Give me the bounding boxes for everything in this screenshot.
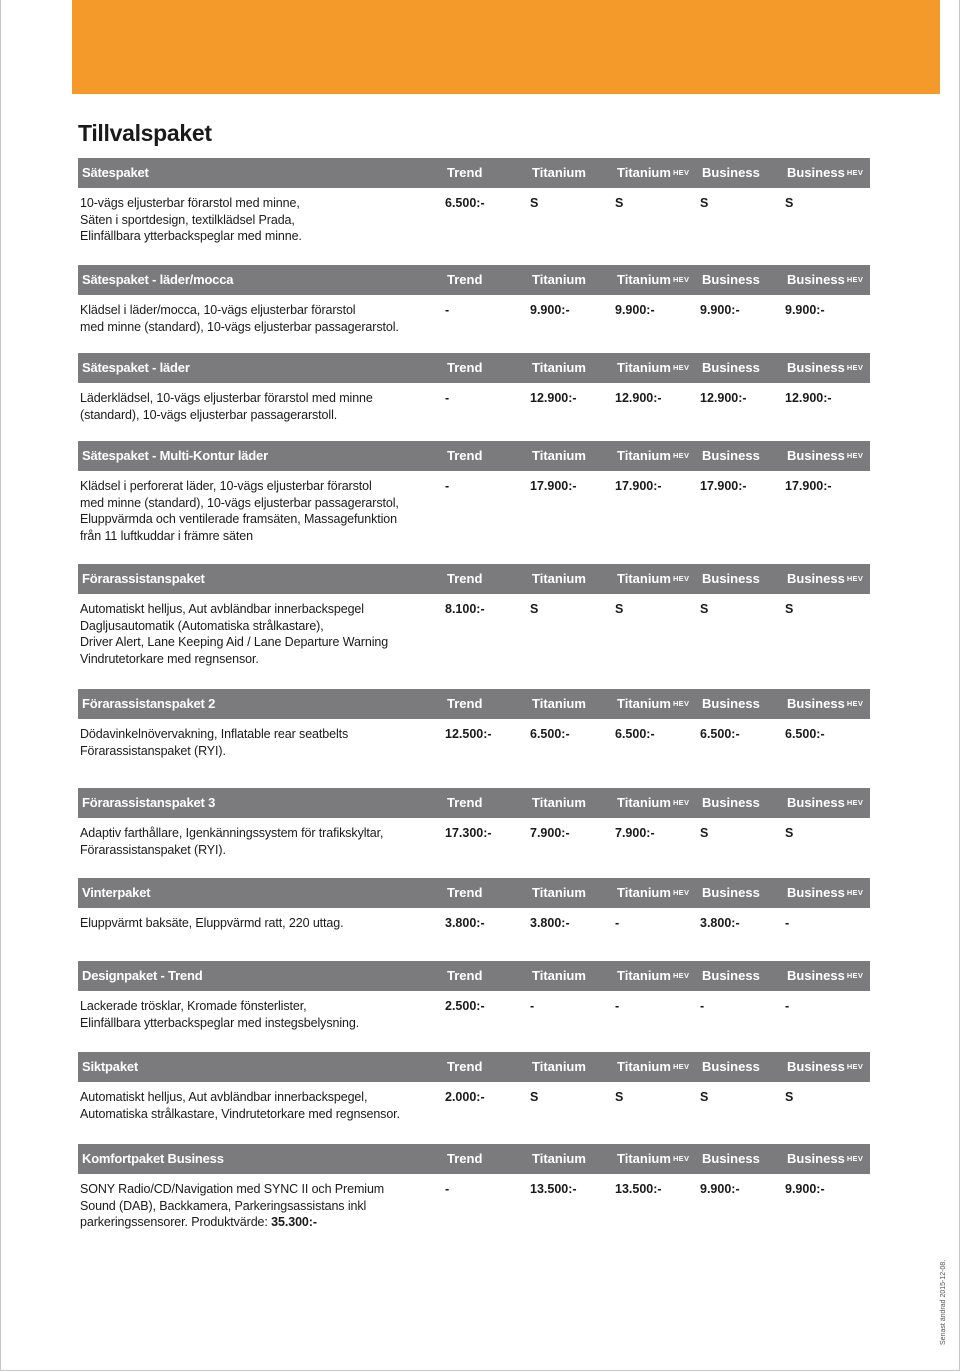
column-label: Titanium bbox=[617, 696, 671, 711]
column-label: Titanium bbox=[532, 448, 586, 463]
hev-badge: HEV bbox=[846, 798, 864, 807]
price-cell: 9.900:- bbox=[615, 303, 655, 317]
package-name: Sätespaket - Multi-Kontur läder bbox=[82, 448, 268, 463]
package-section bbox=[78, 441, 870, 544]
column-label: Titanium bbox=[617, 968, 671, 983]
column-header bbox=[532, 564, 586, 594]
price-cell: - bbox=[445, 479, 450, 493]
package-section bbox=[78, 788, 870, 858]
package-description bbox=[80, 195, 432, 245]
column-label: Business bbox=[787, 571, 845, 586]
column-label: Titanium bbox=[532, 571, 586, 586]
package-section bbox=[78, 1052, 870, 1122]
package-header bbox=[78, 353, 870, 383]
package-header bbox=[78, 564, 870, 594]
price-cell: S bbox=[530, 602, 539, 616]
column-header bbox=[787, 689, 864, 719]
description-text: parkeringssensorer. Produktvärde: bbox=[80, 1215, 272, 1229]
price-cell: 9.900:- bbox=[785, 303, 825, 317]
price-cell: 9.900:- bbox=[530, 303, 570, 317]
column-header bbox=[447, 1052, 482, 1082]
column-label: Business bbox=[702, 1059, 760, 1074]
hev-badge: HEV bbox=[672, 798, 690, 807]
package-section bbox=[78, 878, 870, 932]
price-cell: S bbox=[530, 1090, 539, 1104]
column-header bbox=[447, 689, 482, 719]
description-line: Säten i sportdesign, textilklädsel Prada, bbox=[80, 212, 295, 227]
description-line: Dagljusautomatik (Automatiska strålkastare), bbox=[80, 618, 324, 633]
column-header bbox=[447, 158, 482, 188]
description-line: Förarassistanspaket (RYI). bbox=[80, 743, 226, 758]
column-header bbox=[447, 353, 482, 383]
column-label: Trend bbox=[447, 885, 483, 900]
column-header bbox=[617, 158, 690, 188]
hev-badge: HEV bbox=[672, 888, 690, 897]
package-name: Sätespaket bbox=[82, 165, 149, 180]
package-description bbox=[80, 601, 432, 667]
package-row bbox=[78, 601, 870, 667]
column-label: Business bbox=[702, 795, 760, 810]
column-label: Business bbox=[702, 272, 760, 287]
product-value: 35.300:- bbox=[271, 1215, 317, 1229]
price-cell: 6.500:- bbox=[615, 727, 655, 741]
price-cell: - bbox=[445, 391, 450, 405]
column-label: Business bbox=[787, 272, 845, 287]
column-label: Titanium bbox=[617, 1059, 671, 1074]
package-row bbox=[78, 915, 870, 932]
column-label: Titanium bbox=[532, 1151, 586, 1166]
description-line: Elinfällbara ytterbackspeglar med minne. bbox=[80, 229, 302, 243]
description-line: Eluppvärmt baksäte, Eluppvärmd ratt, 220 uttag. bbox=[80, 916, 344, 930]
orange-banner bbox=[72, 0, 940, 94]
hev-badge: HEV bbox=[672, 451, 690, 460]
price-cell: 7.900:- bbox=[530, 826, 570, 840]
package-row bbox=[78, 726, 870, 759]
package-header bbox=[78, 878, 870, 908]
column-label: Trend bbox=[447, 165, 483, 180]
package-section bbox=[78, 158, 870, 245]
price-cell: 13.500:- bbox=[530, 1182, 577, 1196]
column-header bbox=[532, 353, 586, 383]
package-section bbox=[78, 1144, 870, 1231]
column-label: Titanium bbox=[617, 272, 671, 287]
price-cell: 3.800:- bbox=[530, 916, 570, 930]
price-cell: 9.900:- bbox=[700, 303, 740, 317]
hev-badge: HEV bbox=[846, 574, 864, 583]
price-cell: S bbox=[615, 1090, 624, 1104]
column-header bbox=[702, 878, 760, 908]
column-label: Titanium bbox=[617, 795, 671, 810]
hev-badge: HEV bbox=[672, 275, 690, 284]
price-cell: 13.500:- bbox=[615, 1182, 662, 1196]
column-header bbox=[702, 689, 760, 719]
column-header bbox=[702, 158, 760, 188]
price-cell: S bbox=[785, 602, 794, 616]
price-cell: S bbox=[615, 602, 624, 616]
description-line: Dödavinkelnövervakning, Inflatable rear seatbelts bbox=[80, 727, 349, 741]
description-line: Klädsel i perforerat läder, 10-vägs eljusterbar förarstol bbox=[80, 479, 372, 493]
column-header bbox=[787, 961, 864, 991]
price-cell: S bbox=[700, 1090, 709, 1104]
column-header bbox=[702, 788, 760, 818]
package-name: Förarassistanspaket 2 bbox=[82, 696, 216, 711]
column-label: Business bbox=[702, 165, 760, 180]
package-name: Designpaket - Trend bbox=[82, 968, 203, 983]
column-header bbox=[787, 265, 864, 295]
description-line: med minne (standard), 10-vägs eljusterbar passagerarstol, bbox=[80, 495, 399, 510]
package-description bbox=[80, 825, 432, 858]
price-cell: - bbox=[445, 303, 450, 317]
column-label: Trend bbox=[447, 968, 483, 983]
package-header bbox=[78, 1144, 870, 1174]
package-header bbox=[78, 265, 870, 295]
package-description bbox=[80, 915, 432, 932]
column-label: Business bbox=[787, 968, 845, 983]
package-name: Komfortpaket Business bbox=[82, 1151, 224, 1166]
hev-badge: HEV bbox=[672, 971, 690, 980]
hev-badge: HEV bbox=[672, 1062, 690, 1071]
column-label: Business bbox=[702, 968, 760, 983]
hev-badge: HEV bbox=[846, 168, 864, 177]
column-label: Business bbox=[787, 696, 845, 711]
column-label: Business bbox=[702, 571, 760, 586]
hev-badge: HEV bbox=[846, 363, 864, 372]
price-cell: - bbox=[785, 916, 790, 930]
column-label: Titanium bbox=[532, 968, 586, 983]
hev-badge: HEV bbox=[846, 971, 864, 980]
package-row bbox=[78, 998, 870, 1031]
description-line: 10-vägs eljusterbar förarstol med minne, bbox=[80, 196, 300, 210]
price-cell: 17.300:- bbox=[445, 826, 492, 840]
column-header bbox=[447, 265, 482, 295]
column-label: Titanium bbox=[617, 360, 671, 375]
column-header bbox=[617, 961, 690, 991]
package-header bbox=[78, 1052, 870, 1082]
price-cell: 2.500:- bbox=[445, 999, 485, 1013]
package-description bbox=[80, 478, 432, 544]
column-label: Titanium bbox=[617, 1151, 671, 1166]
column-label: Titanium bbox=[532, 795, 586, 810]
column-label: Trend bbox=[447, 1059, 483, 1074]
description-line: (standard), 10-vägs eljusterbar passagerarstoll. bbox=[80, 407, 338, 422]
column-label: Trend bbox=[447, 795, 483, 810]
package-header bbox=[78, 441, 870, 471]
package-header bbox=[78, 158, 870, 188]
price-cell: 12.900:- bbox=[785, 391, 832, 405]
price-cell: S bbox=[615, 196, 624, 210]
price-cell: 12.500:- bbox=[445, 727, 492, 741]
column-header bbox=[787, 1052, 864, 1082]
price-cell: 6.500:- bbox=[530, 727, 570, 741]
column-header bbox=[532, 689, 586, 719]
package-row bbox=[78, 478, 870, 544]
package-row bbox=[78, 825, 870, 858]
column-label: Trend bbox=[447, 448, 483, 463]
column-header bbox=[617, 265, 690, 295]
price-cell: S bbox=[785, 196, 794, 210]
hev-badge: HEV bbox=[672, 168, 690, 177]
price-cell: 17.900:- bbox=[700, 479, 747, 493]
price-cell: 8.100:- bbox=[445, 602, 485, 616]
description-line: SONY Radio/CD/Navigation med SYNC II och Premium bbox=[80, 1182, 385, 1196]
price-cell: S bbox=[785, 1090, 794, 1104]
column-label: Trend bbox=[447, 1151, 483, 1166]
package-name: Sätespaket - läder/mocca bbox=[82, 272, 234, 287]
hev-badge: HEV bbox=[846, 1062, 864, 1071]
column-header bbox=[447, 564, 482, 594]
price-cell: 9.900:- bbox=[700, 1182, 740, 1196]
package-header bbox=[78, 788, 870, 818]
column-label: Titanium bbox=[532, 360, 586, 375]
column-label: Titanium bbox=[532, 165, 586, 180]
column-label: Business bbox=[702, 1151, 760, 1166]
column-header bbox=[787, 441, 864, 471]
column-header bbox=[787, 353, 864, 383]
column-header bbox=[532, 265, 586, 295]
column-label: Trend bbox=[447, 696, 483, 711]
description-line: Förarassistanspaket (RYI). bbox=[80, 842, 226, 857]
column-label: Business bbox=[787, 885, 845, 900]
column-label: Titanium bbox=[617, 448, 671, 463]
package-row bbox=[78, 302, 870, 335]
price-cell: S bbox=[700, 826, 709, 840]
column-header bbox=[532, 441, 586, 471]
hev-badge: HEV bbox=[672, 1154, 690, 1163]
description-line: Vindrutetorkare med regnsensor. bbox=[80, 651, 259, 666]
column-header bbox=[532, 961, 586, 991]
hev-badge: HEV bbox=[672, 363, 690, 372]
column-header bbox=[702, 353, 760, 383]
column-label: Business bbox=[787, 1059, 845, 1074]
column-header bbox=[617, 1052, 690, 1082]
hev-badge: HEV bbox=[672, 574, 690, 583]
price-cell: 6.500:- bbox=[700, 727, 740, 741]
description-line: Driver Alert, Lane Keeping Aid / Lane Departure Warning bbox=[80, 635, 389, 649]
column-label: Trend bbox=[447, 272, 483, 287]
price-cell: 17.900:- bbox=[785, 479, 832, 493]
description-line: Automatiskt helljus, Aut avbländbar innerbackspegel bbox=[80, 602, 364, 616]
price-cell: - bbox=[785, 999, 790, 1013]
package-description bbox=[80, 998, 432, 1031]
column-header bbox=[532, 1144, 586, 1174]
side-note: Senast ändrad 2015-12-08. bbox=[940, 1259, 947, 1345]
column-header bbox=[702, 265, 760, 295]
column-header bbox=[447, 878, 482, 908]
package-description bbox=[80, 1181, 432, 1231]
description-line: Elinfällbara ytterbackspeglar med instegsbelysning. bbox=[80, 1015, 360, 1030]
package-name: Förarassistanspaket 3 bbox=[82, 795, 216, 810]
hev-badge: HEV bbox=[846, 888, 864, 897]
package-row bbox=[78, 1181, 870, 1231]
description-line bbox=[80, 1214, 432, 1231]
price-cell: S bbox=[785, 826, 794, 840]
column-label: Trend bbox=[447, 571, 483, 586]
price-cell: - bbox=[530, 999, 535, 1013]
price-cell: 3.800:- bbox=[445, 916, 485, 930]
column-header bbox=[617, 689, 690, 719]
column-header bbox=[447, 788, 482, 818]
column-header bbox=[702, 564, 760, 594]
column-header bbox=[447, 1144, 482, 1174]
package-section bbox=[78, 564, 870, 667]
column-header bbox=[702, 1052, 760, 1082]
package-section bbox=[78, 689, 870, 759]
column-label: Titanium bbox=[617, 885, 671, 900]
hev-badge: HEV bbox=[846, 451, 864, 460]
column-header bbox=[702, 961, 760, 991]
column-label: Business bbox=[787, 1151, 845, 1166]
description-line: Adaptiv farthållare, Igenkänningssystem för trafikskyltar, bbox=[80, 826, 384, 840]
column-label: Business bbox=[702, 448, 760, 463]
column-header bbox=[617, 788, 690, 818]
hev-badge: HEV bbox=[672, 699, 690, 708]
price-cell: 6.500:- bbox=[445, 196, 485, 210]
column-header bbox=[787, 564, 864, 594]
column-header bbox=[447, 441, 482, 471]
column-label: Business bbox=[787, 360, 845, 375]
price-cell: 7.900:- bbox=[615, 826, 655, 840]
column-header bbox=[617, 878, 690, 908]
column-label: Business bbox=[787, 165, 845, 180]
description-line: från 11 luftkuddar i främre säten bbox=[80, 528, 253, 543]
column-label: Business bbox=[702, 360, 760, 375]
column-label: Business bbox=[787, 795, 845, 810]
price-cell: S bbox=[530, 196, 539, 210]
price-cell: - bbox=[700, 999, 705, 1013]
description-line: Automatiska strålkastare, Vindrutetorkare med regnsensor. bbox=[80, 1106, 400, 1121]
price-cell: 2.000:- bbox=[445, 1090, 485, 1104]
price-cell: 3.800:- bbox=[700, 916, 740, 930]
package-description bbox=[80, 390, 432, 423]
description-line: Läderklädsel, 10-vägs eljusterbar förarstol med minne bbox=[80, 391, 373, 405]
column-header bbox=[532, 1052, 586, 1082]
package-row bbox=[78, 390, 870, 423]
column-header bbox=[787, 158, 864, 188]
price-cell: - bbox=[445, 1182, 450, 1196]
package-description bbox=[80, 1089, 432, 1122]
description-line: Eluppvärmda och ventilerade framsäten, Massagefunktion bbox=[80, 512, 398, 526]
package-name: Vinterpaket bbox=[82, 885, 151, 900]
price-cell: 12.900:- bbox=[615, 391, 662, 405]
price-cell: S bbox=[700, 602, 709, 616]
description-line: Automatiskt helljus, Aut avbländbar innerbackspegel, bbox=[80, 1090, 368, 1104]
description-line: Sound (DAB), Backkamera, Parkeringsassistans inkl bbox=[80, 1198, 367, 1213]
page-title: Tillvalspaket bbox=[78, 120, 212, 146]
package-row bbox=[78, 195, 870, 245]
price-cell: 12.900:- bbox=[530, 391, 577, 405]
column-header bbox=[532, 158, 586, 188]
column-header bbox=[702, 1144, 760, 1174]
description-line: med minne (standard), 10-vägs eljusterbar passagerarstol. bbox=[80, 319, 399, 334]
price-cell: - bbox=[615, 916, 620, 930]
package-section bbox=[78, 353, 870, 423]
column-label: Business bbox=[787, 448, 845, 463]
column-label: Titanium bbox=[617, 571, 671, 586]
column-header bbox=[447, 961, 482, 991]
column-header bbox=[532, 788, 586, 818]
column-header bbox=[787, 788, 864, 818]
description-line: Klädsel i läder/mocca, 10-vägs eljusterbar förarstol bbox=[80, 303, 356, 317]
column-header bbox=[702, 441, 760, 471]
price-cell: 17.900:- bbox=[615, 479, 662, 493]
price-cell: S bbox=[700, 196, 709, 210]
description-line: Lackerade trösklar, Kromade fönsterlister, bbox=[80, 999, 307, 1013]
package-section bbox=[78, 961, 870, 1031]
column-label: Titanium bbox=[532, 696, 586, 711]
column-header bbox=[787, 878, 864, 908]
hev-badge: HEV bbox=[846, 275, 864, 284]
column-label: Titanium bbox=[532, 1059, 586, 1074]
hev-badge: HEV bbox=[846, 1154, 864, 1163]
package-description bbox=[80, 726, 432, 759]
price-cell: 17.900:- bbox=[530, 479, 577, 493]
column-header bbox=[532, 878, 586, 908]
package-section bbox=[78, 265, 870, 335]
package-row bbox=[78, 1089, 870, 1122]
package-name: Sätespaket - läder bbox=[82, 360, 190, 375]
price-cell: 9.900:- bbox=[785, 1182, 825, 1196]
price-cell: 12.900:- bbox=[700, 391, 747, 405]
column-label: Titanium bbox=[617, 165, 671, 180]
price-cell: - bbox=[615, 999, 620, 1013]
package-name: Förarassistanspaket bbox=[82, 571, 205, 586]
column-label: Business bbox=[702, 696, 760, 711]
column-label: Trend bbox=[447, 360, 483, 375]
column-label: Titanium bbox=[532, 885, 586, 900]
column-label: Titanium bbox=[532, 272, 586, 287]
column-label: Business bbox=[702, 885, 760, 900]
package-description bbox=[80, 302, 432, 335]
column-header bbox=[787, 1144, 864, 1174]
package-header bbox=[78, 961, 870, 991]
price-cell: 6.500:- bbox=[785, 727, 825, 741]
package-name: Siktpaket bbox=[82, 1059, 139, 1074]
column-header bbox=[617, 1144, 690, 1174]
column-header bbox=[617, 564, 690, 594]
column-header bbox=[617, 441, 690, 471]
package-header bbox=[78, 689, 870, 719]
column-header bbox=[617, 353, 690, 383]
hev-badge: HEV bbox=[846, 699, 864, 708]
